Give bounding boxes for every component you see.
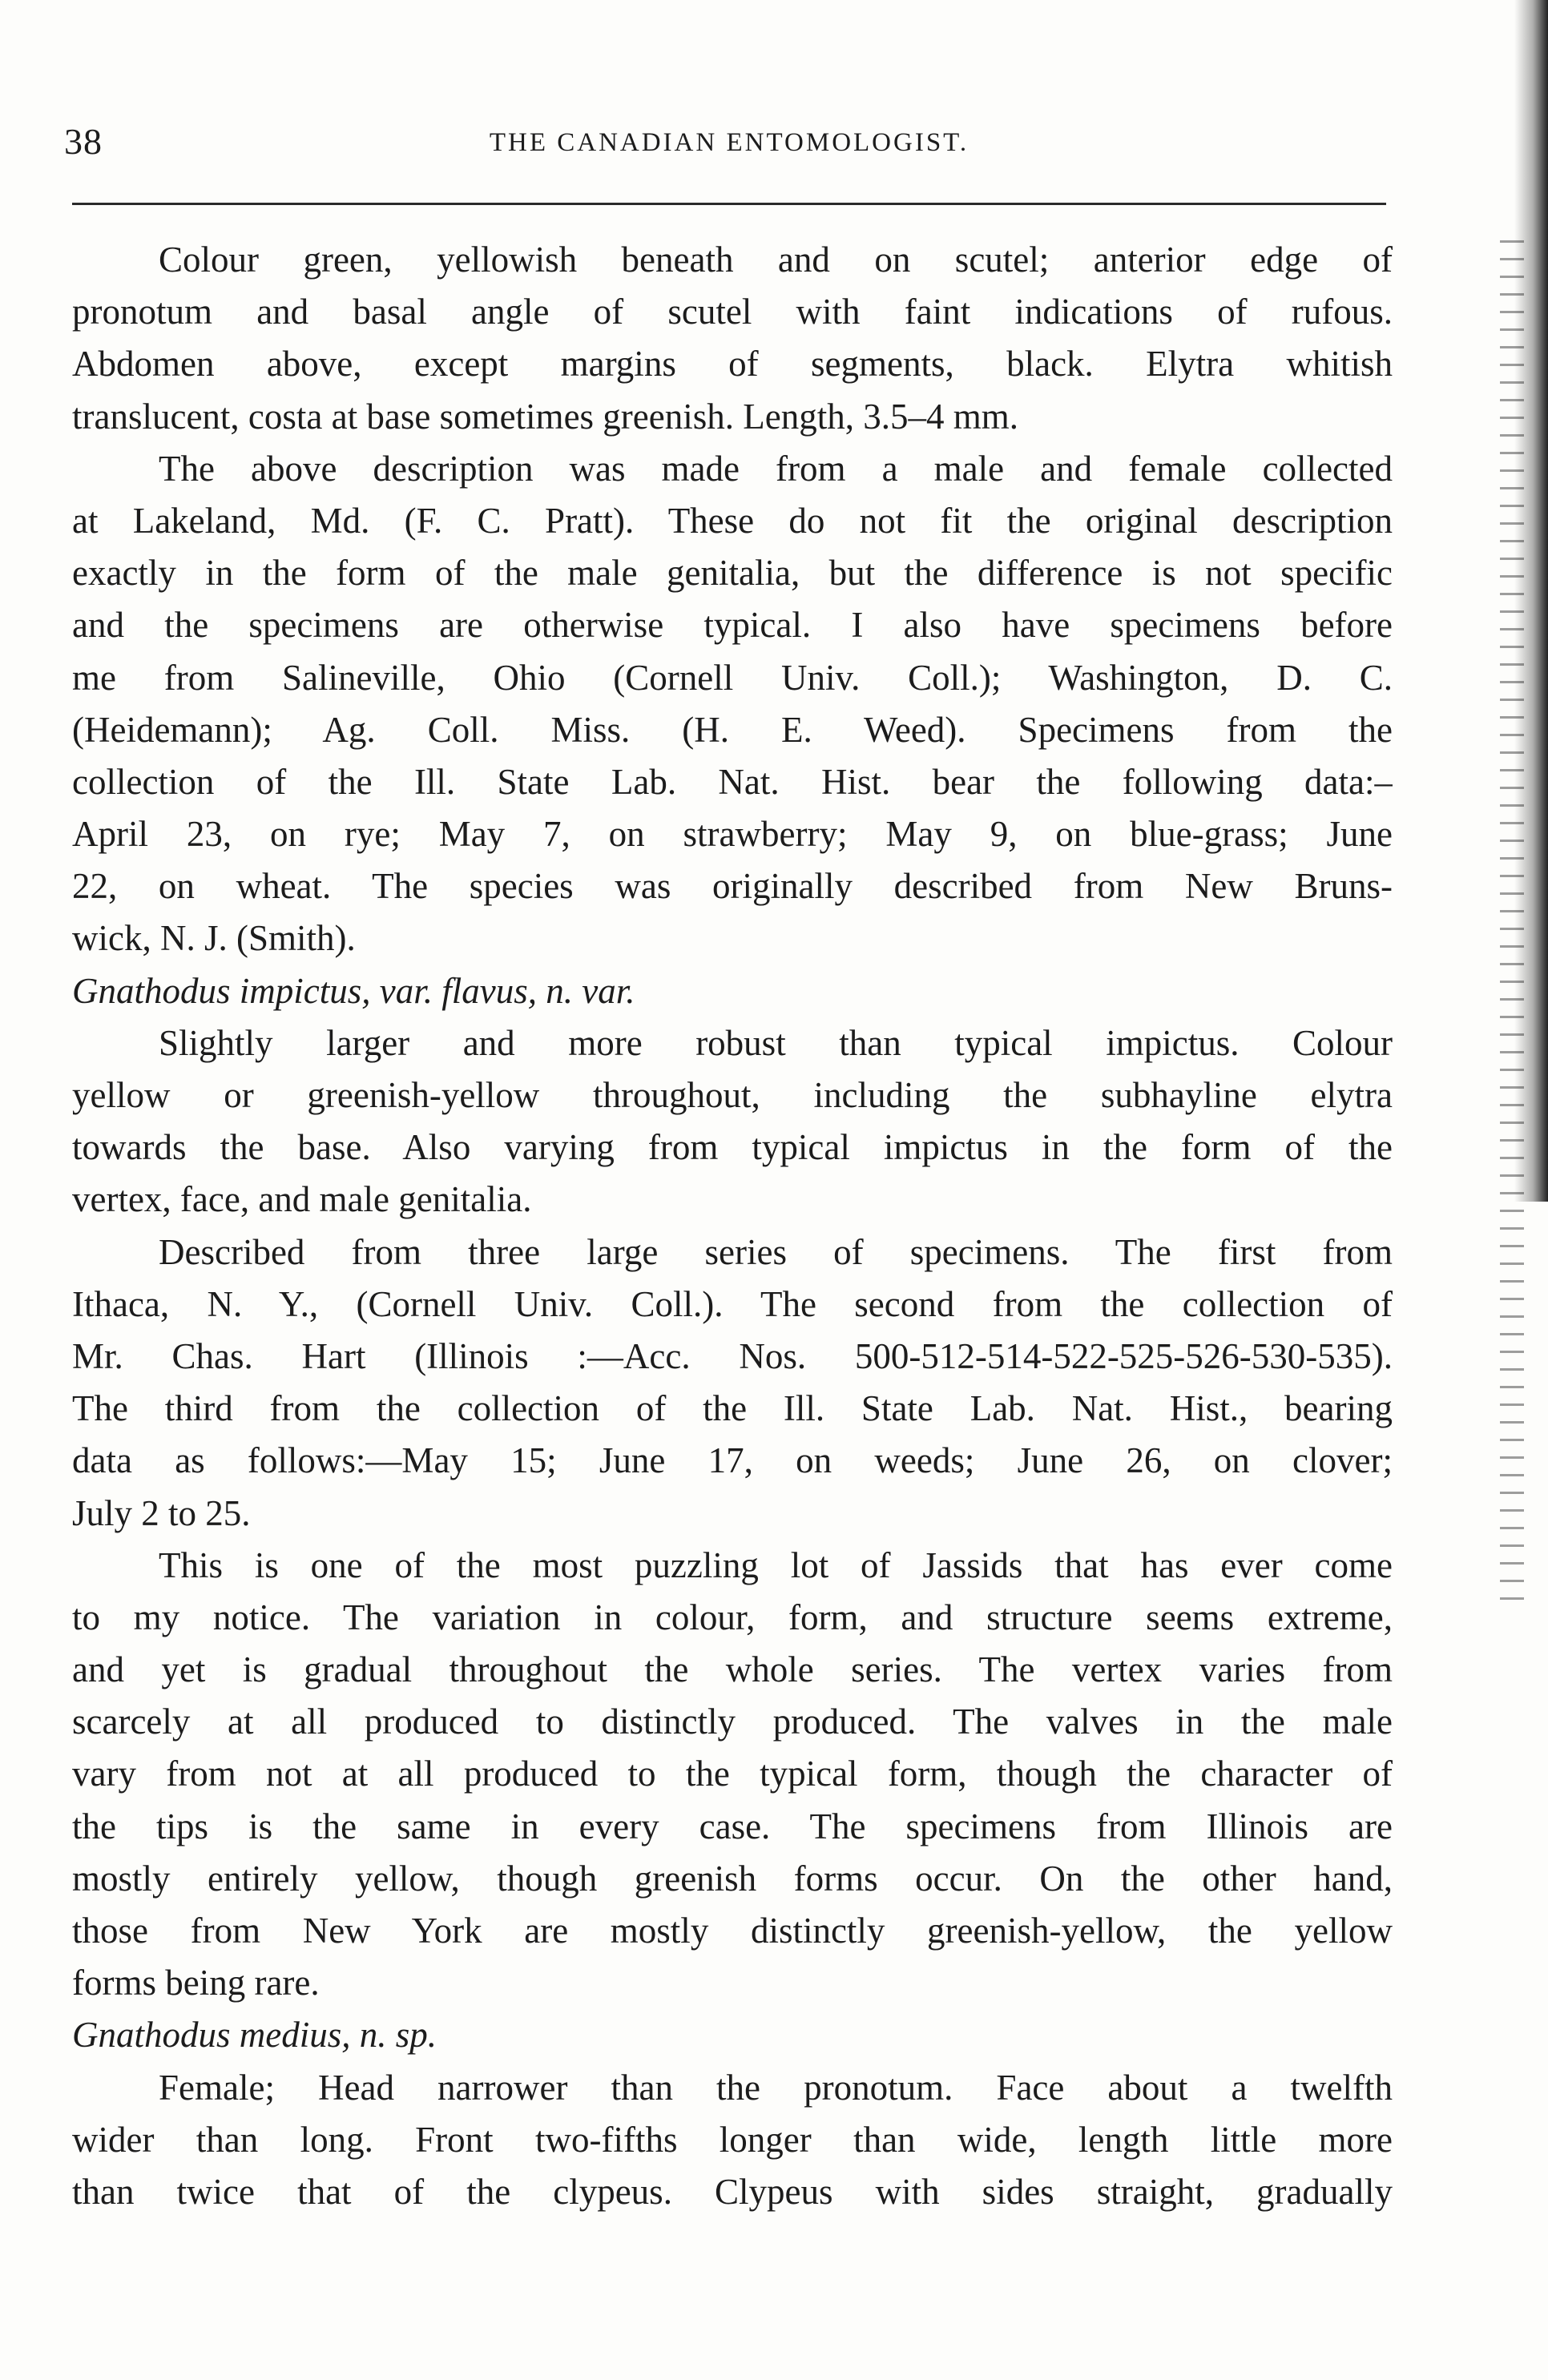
text-line: me from Salineville, Ohio (Cornell Univ. Coll.); Washington, D. C. — [72, 657, 1393, 698]
text-line: (Heidemann); Ag. Coll. Miss. (H. E. Weed). Specimens from the — [72, 709, 1393, 750]
text-line: and yet is gradual throughout the whole series. The vertex varies from — [72, 1649, 1393, 1690]
text-line: The above description was made from a male and female collected — [159, 448, 1393, 489]
text-line: Colour green, yellowish beneath and on scutel; anterior edge of — [159, 240, 1393, 280]
text-line: wick, N. J. (Smith). — [72, 918, 356, 959]
text-line: the tips is the same in every case. The specimens from Illinois are — [72, 1806, 1393, 1846]
text-line: This is one of the most puzzling lot of Jassids that has ever come — [159, 1544, 1393, 1585]
text-line: pronotum and basal angle of scutel with faint indications of rufous. — [72, 292, 1393, 332]
text-line: vary from not at all produced to the typical form, though the character of — [72, 1754, 1393, 1794]
text-line: The third from the collection of the Ill. State Lab. Nat. Hist., bearing — [72, 1388, 1393, 1429]
text-line: Mr. Chas. Hart (Illinois :—Acc. Nos. 500-512-514-522-525-526-530-535). — [72, 1335, 1393, 1376]
text-line: Described from three large series of specimens. The first from — [159, 1231, 1393, 1272]
text-line: scarcely at all produced to distinctly produced. The valves in the male — [72, 1701, 1393, 1742]
species-heading: Gnathodus medius, n. sp. — [72, 2015, 437, 2056]
text-line: Ithaca, N. Y., (Cornell Univ. Coll.). The second from the collection of — [72, 1283, 1393, 1324]
text-line: Slightly larger and more robust than typical impictus. Colour — [159, 1022, 1393, 1063]
running-head: THE CANADIAN ENTOMOLOGIST. — [489, 128, 970, 157]
page-edge-specks — [1500, 240, 1524, 1602]
species-heading: Gnathodus impictus, var. flavus, n. var. — [72, 970, 635, 1011]
text-line: April 23, on rye; May 7, on strawberry; May 9, on blue-grass; June — [72, 814, 1393, 855]
text-line: July 2 to 25. — [72, 1492, 251, 1533]
text-line: to my notice. The variation in colour, form, and structure seems extreme, — [72, 1597, 1393, 1637]
text-line: yellow or greenish-yellow throughout, including the subhayline elytra — [72, 1075, 1393, 1115]
text-line: at Lakeland, Md. (F. C. Pratt). These do not fit the original description — [72, 500, 1393, 541]
text-line: towards the base. Also varying from typical impictus in the form of the — [72, 1127, 1393, 1168]
header-rule — [72, 203, 1386, 205]
text-line: collection of the Ill. State Lab. Nat. Hist. bear the following data:– — [72, 761, 1393, 802]
text-line: forms being rare. — [72, 1963, 320, 2003]
text-line: Female; Head narrower than the pronotum. Face about a twelfth — [159, 2067, 1393, 2108]
text-line: those from New York are mostly distinctly greenish-yellow, the yellow — [72, 1911, 1393, 1951]
text-line: 22, on wheat. The species was originally described from New Bruns- — [72, 866, 1393, 907]
text-line: than twice that of the clypeus. Clypeus with sides straight, gradually — [72, 2171, 1393, 2212]
text-line: and the specimens are otherwise typical. I also have specimens before — [72, 605, 1393, 646]
text-line: wider than long. Front two-fifths longer than wide, length little more — [72, 2119, 1393, 2160]
text-line: translucent, costa at base sometimes greenish. Length, 3.5–4 mm. — [72, 396, 1018, 437]
page-header — [64, 120, 1394, 176]
text-line: exactly in the form of the male genitalia, but the difference is not specific — [72, 553, 1393, 594]
text-line: data as follows:—May 15; June 17, on weeds; June 26, on clover; — [72, 1440, 1393, 1481]
text-line: vertex, face, and male genitalia. — [72, 1179, 532, 1220]
text-line: mostly entirely yellow, though greenish forms occur. On the other hand, — [72, 1858, 1393, 1899]
page-number: 38 — [64, 121, 103, 162]
text-line: Abdomen above, except margins of segments, black. Elytra whitish — [72, 344, 1393, 385]
body-text — [72, 234, 1393, 2218]
